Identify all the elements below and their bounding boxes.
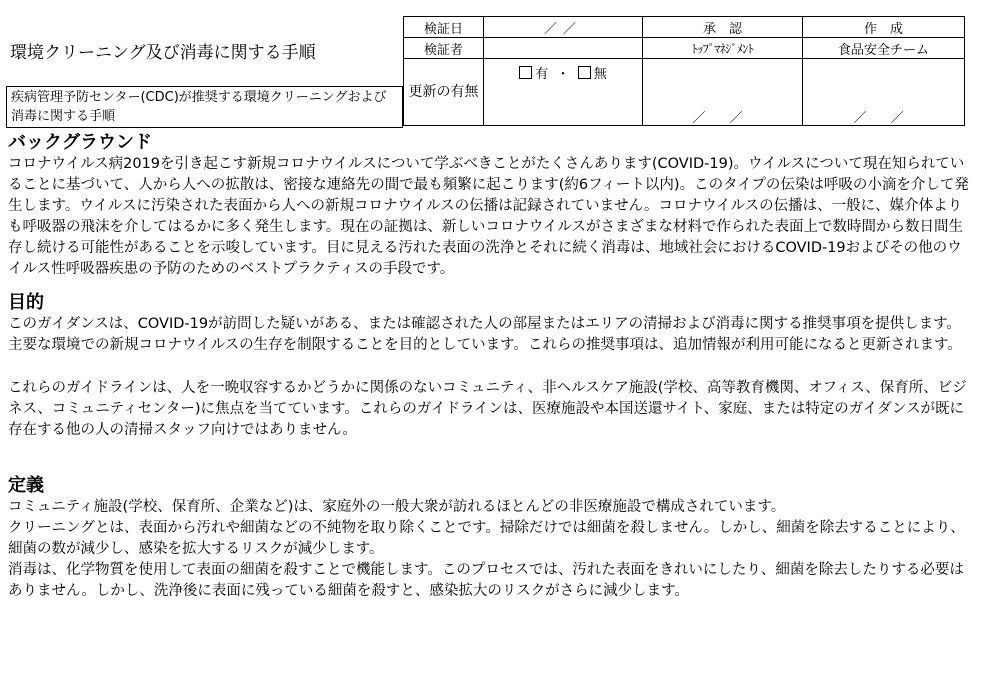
background-heading: バックグラウンド xyxy=(8,132,152,153)
approval-label: 承 認 xyxy=(643,17,803,38)
definitions-text-1: コミュニティ施設(学校、保育所、企業など)は、家庭外の一般大衆が訪れるほとんどの非医療施設で構成されています。 xyxy=(8,499,786,515)
purpose-text-1: このガイダンスは、COVID-19が訪問した疑いがある、または確認された人の部屋またはエリアの清掃および消毒に関する推奨事項を提供します。主要な環境での新規コロナウイルスの生存を制限することを目的としています。これらの推奨事項は、追加情報が利用可能になると更新されます。 xyxy=(8,316,962,353)
creator-value: 食品安全チーム xyxy=(803,38,965,59)
update-yes-label: 有 xyxy=(535,66,549,82)
approver-value: ﾄｯﾌﾟﾏﾈｼﾞﾒﾝﾄ xyxy=(643,38,803,59)
document-body xyxy=(8,132,970,602)
purpose-text-2: これらのガイドラインは、人を一晩収容するかどうかに関係のないコミュニティ、非ヘルスケア施設(学校、高等教育機関、オフィス、保育所、ビジネス、コミュニティセンター)に焦点を当てています。これらのガイドラインは、医療施設や本国送還サイト、家庭、または特定のガイダンスが既に存在する他の人の清掃スタッフ向けではありません。 xyxy=(8,380,967,438)
document-subtitle: 疾病管理予防センター(CDC)が推奨する環境クリーニングおよび消毒に関する手順 xyxy=(6,86,403,128)
approval-date: ／ ／ xyxy=(643,59,803,126)
document-title: 環境クリーニング及び消毒に関する手順 xyxy=(10,43,316,63)
update-yes-checkbox[interactable] xyxy=(519,66,532,79)
verified-date-label: 検証日 xyxy=(404,17,484,38)
definitions-text-2: クリーニングとは、表面から汚れや細菌などの不純物を取り除くことです。掃除だけでは細菌を殺しません。しかし、細菌を除去することにより、細菌の数が減少し、感染を拡大するリスクが減少します。 xyxy=(8,520,965,557)
purpose-heading: 目的 xyxy=(8,292,44,313)
verifier-value xyxy=(484,38,643,59)
created-label: 作 成 xyxy=(803,17,965,38)
definitions-heading: 定義 xyxy=(8,475,44,496)
verified-date-value: ／／ xyxy=(484,17,643,38)
background-text: コロナウイルス病2019を引き起こす新規コロナウイルスについて学ぶべきことがたくさんあります(COVID-19)。ウイルスについて現在知られていることに基づいて、人から人への拡散は、密接な連絡先の間で最も頻繁に起こります(約6フィート以内)。このタイプの伝染は呼吸の小滴を介して発生します。ウイルスに汚染された表面から人への新規コロナウイルスの伝播は記録されていません。コロナウイルスの伝播は、一般に、媒介体よりも呼吸器の飛沫を介してはるかに多く発生します。現在の証拠は、新しいコロナウイルスがさまざまな材料で作られた表面上で数時間から数日間生存し続ける可能性があることを示唆しています。目に見える汚れた表面の洗浄とそれに続く消毒は、地域社会におけるCOVID-19およびその他のウイルス性呼吸器疾患の予防のためのベストプラクティスの手段です。 xyxy=(8,156,969,277)
update-separator: ・ xyxy=(556,66,570,82)
created-date: ／ ／ xyxy=(803,59,965,126)
update-options xyxy=(484,59,643,126)
update-label: 更新の有無 xyxy=(404,59,484,126)
update-no-checkbox[interactable] xyxy=(578,66,591,79)
update-no-label: 無 xyxy=(593,66,607,82)
definitions-text-3: 消毒は、化学物質を使用して表面の細菌を殺すことで機能します。このプロセスでは、汚れた表面をきれいにしたり、細菌を除去したりする必要はありません。しかし、洗浄後に表面に残っている細菌を殺すと、感染拡大のリスクがさらに減少します。 xyxy=(8,562,964,599)
verification-table xyxy=(403,16,965,126)
verifier-label: 検証者 xyxy=(404,38,484,59)
